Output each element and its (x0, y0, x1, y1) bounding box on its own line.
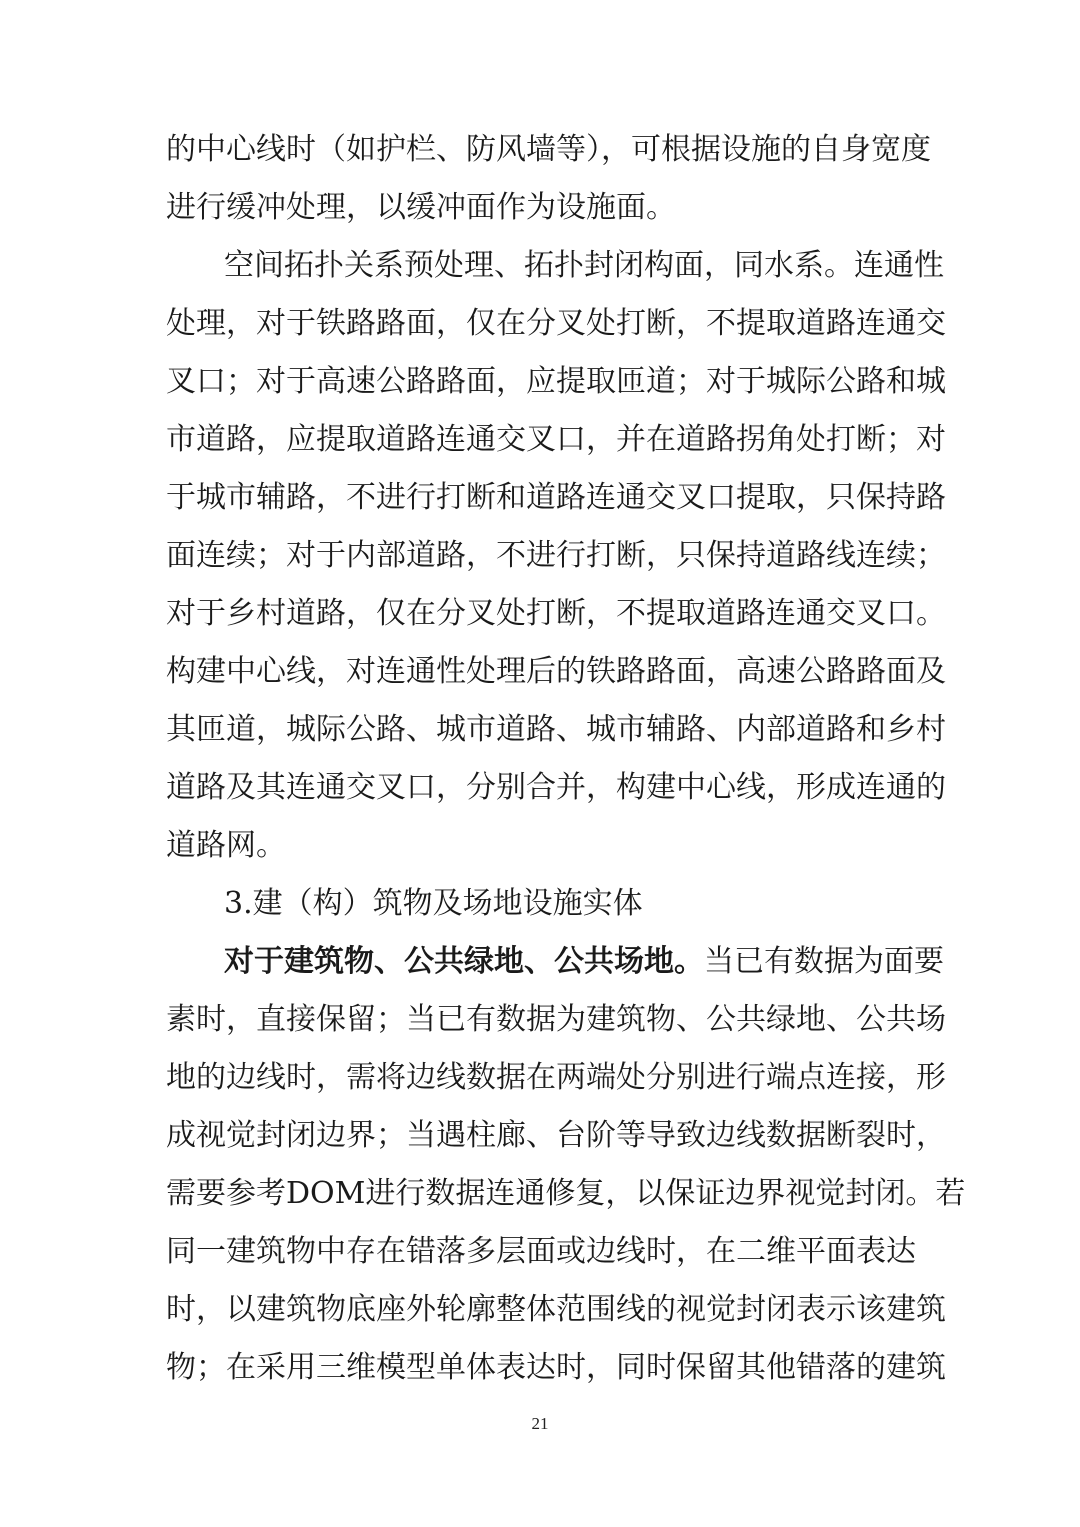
text-line: 成视觉封闭边界；当遇柱廊、台阶等导致边线数据断裂时， (166, 1118, 946, 1153)
text-line: 道路及其连通交叉口，分别合并，构建中心线，形成连通的 (166, 770, 946, 805)
text-line: 需要参考DOM进行数据连通修复，以保证边界视觉封闭。若 (166, 1176, 966, 1211)
text-line: 空间拓扑关系预处理、拓扑封闭构面，同水系。连通性 (224, 248, 944, 283)
text-line: 道路网。 (166, 828, 286, 863)
text-line: 构建中心线，对连通性处理后的铁路路面，高速公路路面及 (166, 654, 946, 689)
bold-lead: 对于建筑物、公共绿地、公共场地。 (224, 944, 704, 979)
text-line: 于城市辅路，不进行打断和道路连通交叉口提取，只保持路 (166, 480, 946, 515)
text-line: 对于乡村道路，仅在分叉处打断，不提取道路连通交叉口。 (166, 596, 946, 631)
text-line-bold-lead (224, 933, 944, 991)
bold-lead-rest: 当已有数据为面要 (704, 944, 944, 979)
text-line: 市道路，应提取道路连通交叉口，并在道路拐角处打断；对 (166, 422, 946, 457)
page-number: 21 (531, 1414, 549, 1433)
text-line: 面连续；对于内部道路，不进行打断，只保持道路线连续； (166, 538, 946, 573)
text-line: 素时，直接保留；当已有数据为建筑物、公共绿地、公共场 (166, 1002, 946, 1037)
text-line: 同一建筑物中存在错落多层面或边线时，在二维平面表达 (166, 1234, 916, 1269)
text-line: 地的边线时，需将边线数据在两端处分别进行端点连接，形 (166, 1060, 946, 1095)
text-line: 物；在采用三维模型单体表达时，同时保留其他错落的建筑 (166, 1350, 946, 1385)
text-line: 其匝道，城际公路、城市道路、城市辅路、内部道路和乡村 (166, 712, 946, 747)
text-line: 进行缓冲处理，以缓冲面作为设施面。 (166, 190, 676, 225)
text-line: 处理，对于铁路路面，仅在分叉处打断，不提取道路连通交 (166, 306, 946, 341)
section-heading: 3.建（构）筑物及场地设施实体 (224, 886, 643, 921)
text-line: 时，以建筑物底座外轮廓整体范围线的视觉封闭表示该建筑 (166, 1292, 946, 1327)
text-line: 的中心线时（如护栏、防风墙等），可根据设施的自身宽度 (166, 132, 931, 167)
text-line: 叉口；对于高速公路路面，应提取匝道；对于城际公路和城 (166, 364, 946, 399)
